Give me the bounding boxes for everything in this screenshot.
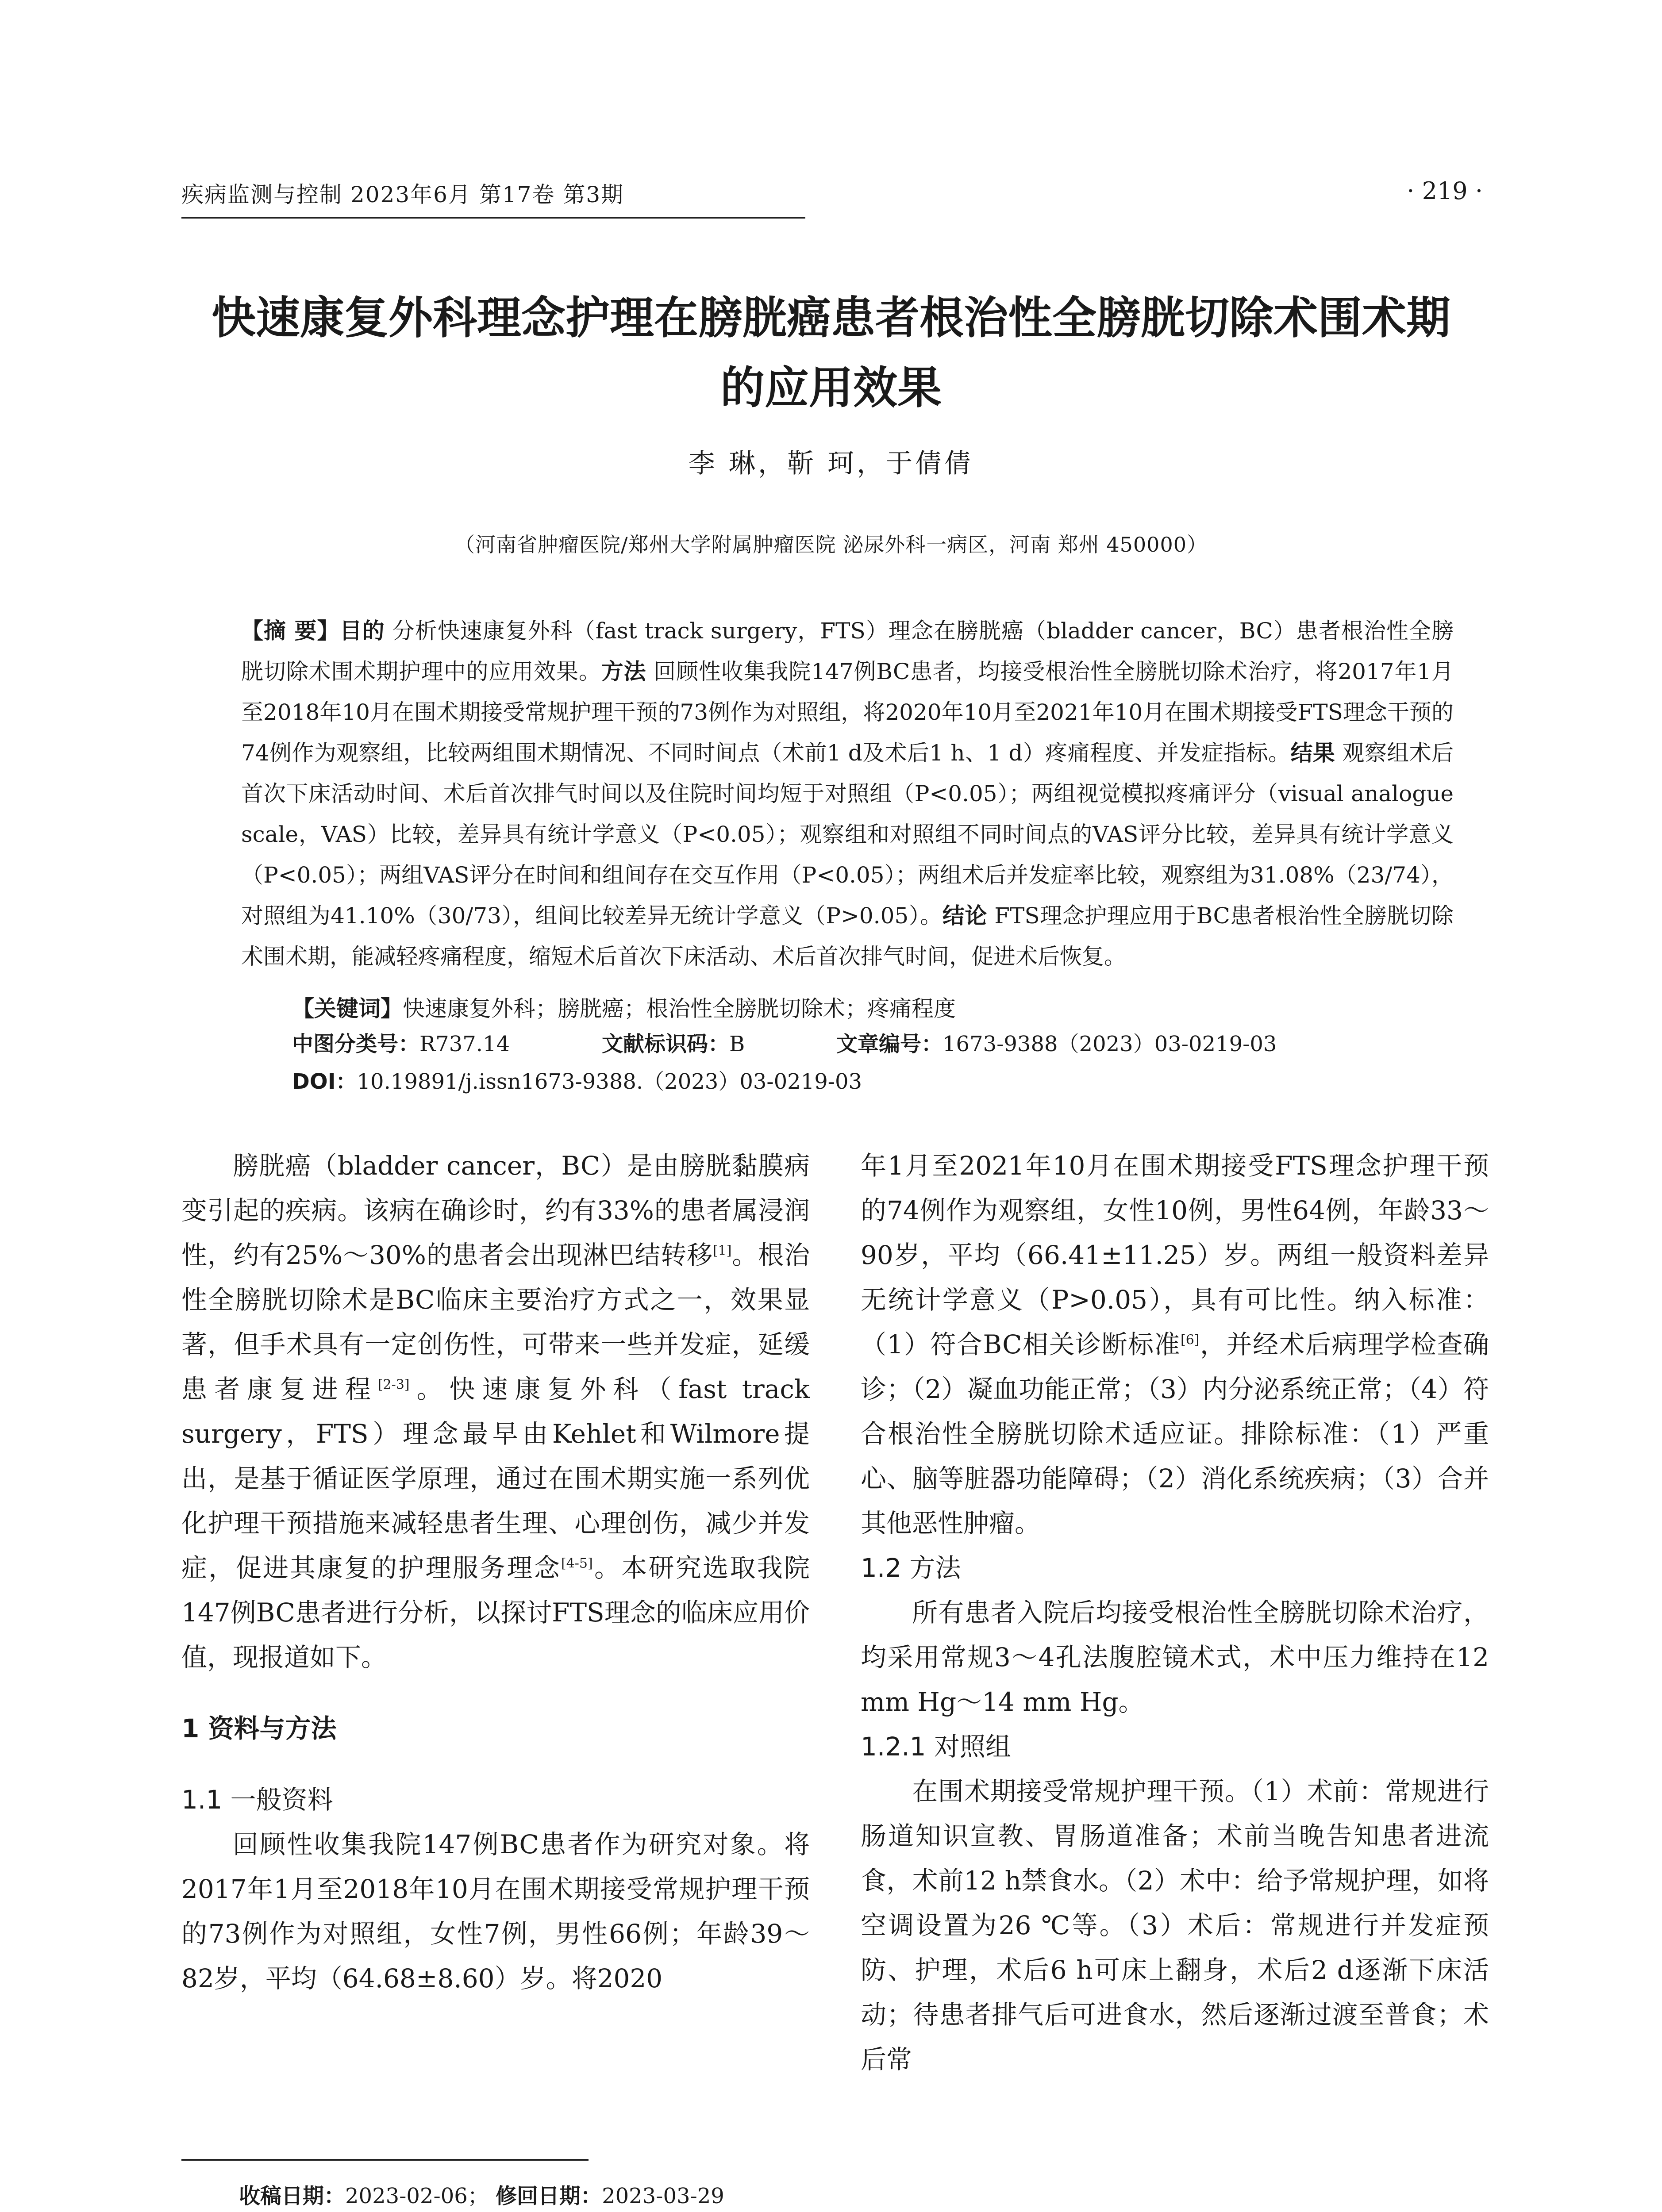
paragraph-1-2: 所有患者入院后均接受根治性全膀胱切除术治疗，均采用常规3～4孔法腹腔镜术式，术中压力维持在12 mm Hg～14 mm Hg。	[861, 1598, 1489, 1717]
keywords-label: 【关键词】	[292, 996, 403, 1022]
doc-label: 文献标识码：	[602, 1032, 730, 1056]
paragraph-1-1-cont	[861, 1144, 1489, 1546]
running-head: 疾病监测与控制 2023年6月 第17卷 第3期	[181, 177, 805, 219]
keywords	[292, 991, 1451, 1026]
citation-1: [1]	[712, 1243, 732, 1259]
clc-value: R737.14	[419, 1032, 510, 1056]
revised-date: 2023-03-29	[602, 2184, 724, 2208]
article-number	[836, 1026, 1277, 1062]
results-text: 观察组术后首次下床活动时间、术后首次排气时间以及住院时间均短于对照组（P<0.05）；两组视觉模拟疼痛评分（visual analogue scale，VAS）比较，差异具有统计学意义（P<0.05）；观察组和对照组不同时间点的VAS评分比较，差异具有统计学意义（P<0.05）；两组VAS评分在时间和组间存在交互作用（P<0.05）；两组术后并发症率比较，观察组为31.08%（23/74），对照组为41.10%（30/73），组间比较差异无统计学意义（P>0.05）。	[241, 740, 1454, 929]
received-label: 收稿日期：	[239, 2184, 346, 2208]
subsection-heading-1-2: 1.2 方法	[861, 1553, 961, 1583]
received-date: 2023-02-06；	[345, 2184, 489, 2208]
affiliation: （河南省肿瘤医院/郑州大学附属肿瘤医院 泌尿外科一病区，河南 郑州 450000）	[454, 533, 1208, 557]
intro-text-1: 膀胱癌（bladder cancer，BC）是由膀胱黏膜病变引起的疾病。该病在确诊时，约有33%的患者属浸润性，约有25%～30%的患者会出现淋巴结转移	[181, 1151, 810, 1270]
methods-text: 回顾性收集我院147例BC患者，均接受根治性全膀胱切除术治疗，将2017年1月至2018年10月在围术期接受常规护理干预的73例作为对照组，将2020年10月至2021年10月在围术期接受FTS理念干预的74例作为观察组，比较两组围术期情况、不同时间点（术前1 d及术后1 h、1 d）疼痛程度、并发症指标。	[241, 659, 1454, 766]
conclusion-label: 结论	[942, 903, 987, 929]
clc-number	[292, 1026, 510, 1062]
intro-text-3: 。快速康复外科（fast track surgery，FTS）理念最早由Kehlet和Wilmore提出，是基于循证医学原理，通过在围术期实施一系列优化护理干预措施来减轻患者生理、心理创伤，减少并发症，促进其康复的护理服务理念	[181, 1374, 810, 1583]
section-heading-1: 1 资料与方法	[181, 1713, 337, 1743]
methods-label: 方法	[601, 659, 646, 684]
doi-line	[292, 1064, 862, 1099]
keywords-text: 快速康复外科；膀胱癌；根治性全膀胱切除术；疼痛程度	[403, 996, 956, 1022]
author-list: 李 琳，靳 珂，于倩倩	[688, 448, 974, 479]
doi-value: 10.19891/j.issn1673-9388.（2023）03-0219-03	[357, 1069, 862, 1094]
citation-2: [2-3]	[377, 1377, 410, 1393]
paragraph-1-1-cont-a: 年1月至2021年10月在围术期接受FTS理念护理干预的74例作为观察组，女性10例，男性64例，年龄33～90岁，平均（66.41±11.25）岁。两组一般资料差异无统计学意义（P>0.05），具有可比性。纳入标准：（1）符合BC相关诊断标准	[861, 1151, 1489, 1359]
conclusion-text: FTS理念护理应用于BC患者根治性全膀胱切除术围术期，能减轻疼痛程度，缩短术后首次下床活动、术后首次排气时间，促进术后恢复。	[241, 903, 1454, 969]
clc-label: 中图分类号：	[292, 1032, 420, 1056]
objective-label: 目的	[339, 618, 385, 644]
title-line-1: 快速康复外科理念护理在膀胱癌患者根治性全膀胱切除术围术期	[212, 292, 1450, 344]
page-number: · 219 ·	[1407, 177, 1483, 205]
citation-6: [6]	[1180, 1332, 1200, 1348]
subsection-heading-1-2-1: 1.2.1 对照组	[861, 1732, 1012, 1762]
footnote-dates	[239, 2179, 724, 2209]
article-title	[133, 283, 1529, 423]
abstract	[241, 611, 1454, 977]
intro-text-2: 。根治性全膀胱切除术是BC临床主要治疗方式之一，效果显著，但手术具有一定创伤性，可带来一些并发症，延缓患者康复进程	[181, 1240, 810, 1404]
citation-3: [4-5]	[561, 1555, 593, 1571]
results-label: 结果	[1290, 740, 1335, 766]
intro-paragraph	[181, 1144, 810, 1680]
article-value: 1673-9388（2023）03-0219-03	[943, 1032, 1277, 1056]
document-code	[602, 1026, 745, 1062]
revised-label: 修回日期：	[496, 2184, 602, 2208]
footnote-rule	[181, 2159, 589, 2161]
abstract-label: 【摘 要】	[241, 618, 340, 644]
doi-label: DOI：	[292, 1069, 357, 1094]
subsection-heading-1-1: 1.1 一般资料	[181, 1785, 333, 1815]
paragraph-1-1-cont-b: ，并经术后病理学检查确诊；（2）凝血功能正常；（3）内分泌系统正常；（4）符合根治性全膀胱切除术适应证。排除标准：（1）严重心、脑等脏器功能障碍；（2）消化系统疾病；（3）合并其他恶性肿瘤。	[861, 1329, 1489, 1538]
paragraph-1-2-1: 在围术期接受常规护理干预。（1）术前：常规进行肠道知识宣教、胃肠道准备；术前当晚告知患者进流食，术前12 h禁食水。（2）术中：给予常规护理，如将空调设置为26 ℃等。（3）术后：常规进行并发症预防、护理，术后6 h可床上翻身，术后2 d逐渐下床活动；待患者排气后可进食水，然后逐渐过渡至普食；术后常	[861, 1776, 1489, 2074]
doc-value: B	[729, 1032, 745, 1056]
paragraph-1-1: 回顾性收集我院147例BC患者作为研究对象。将2017年1月至2018年10月在围术期接受常规护理干预的73例作为对照组，女性7例，男性66例；年龄39～82岁，平均（64.68±8.60）岁。将2020	[181, 1829, 810, 1993]
objective-text: 分析快速康复外科（fast track surgery，FTS）理念在膀胱癌（bladder cancer，BC）患者根治性全膀胱切除术围术期护理中的应用效果。	[241, 618, 1454, 684]
title-line-2: 的应用效果	[720, 362, 942, 414]
body-column-right	[861, 1144, 1489, 2082]
intro-text-4: 。本研究选取我院147例BC患者进行分析，以探讨FTS理念的临床应用价值，现报道如下。	[181, 1553, 810, 1672]
article-label: 文章编号：	[836, 1032, 943, 1056]
body-column-left	[181, 1144, 810, 2001]
